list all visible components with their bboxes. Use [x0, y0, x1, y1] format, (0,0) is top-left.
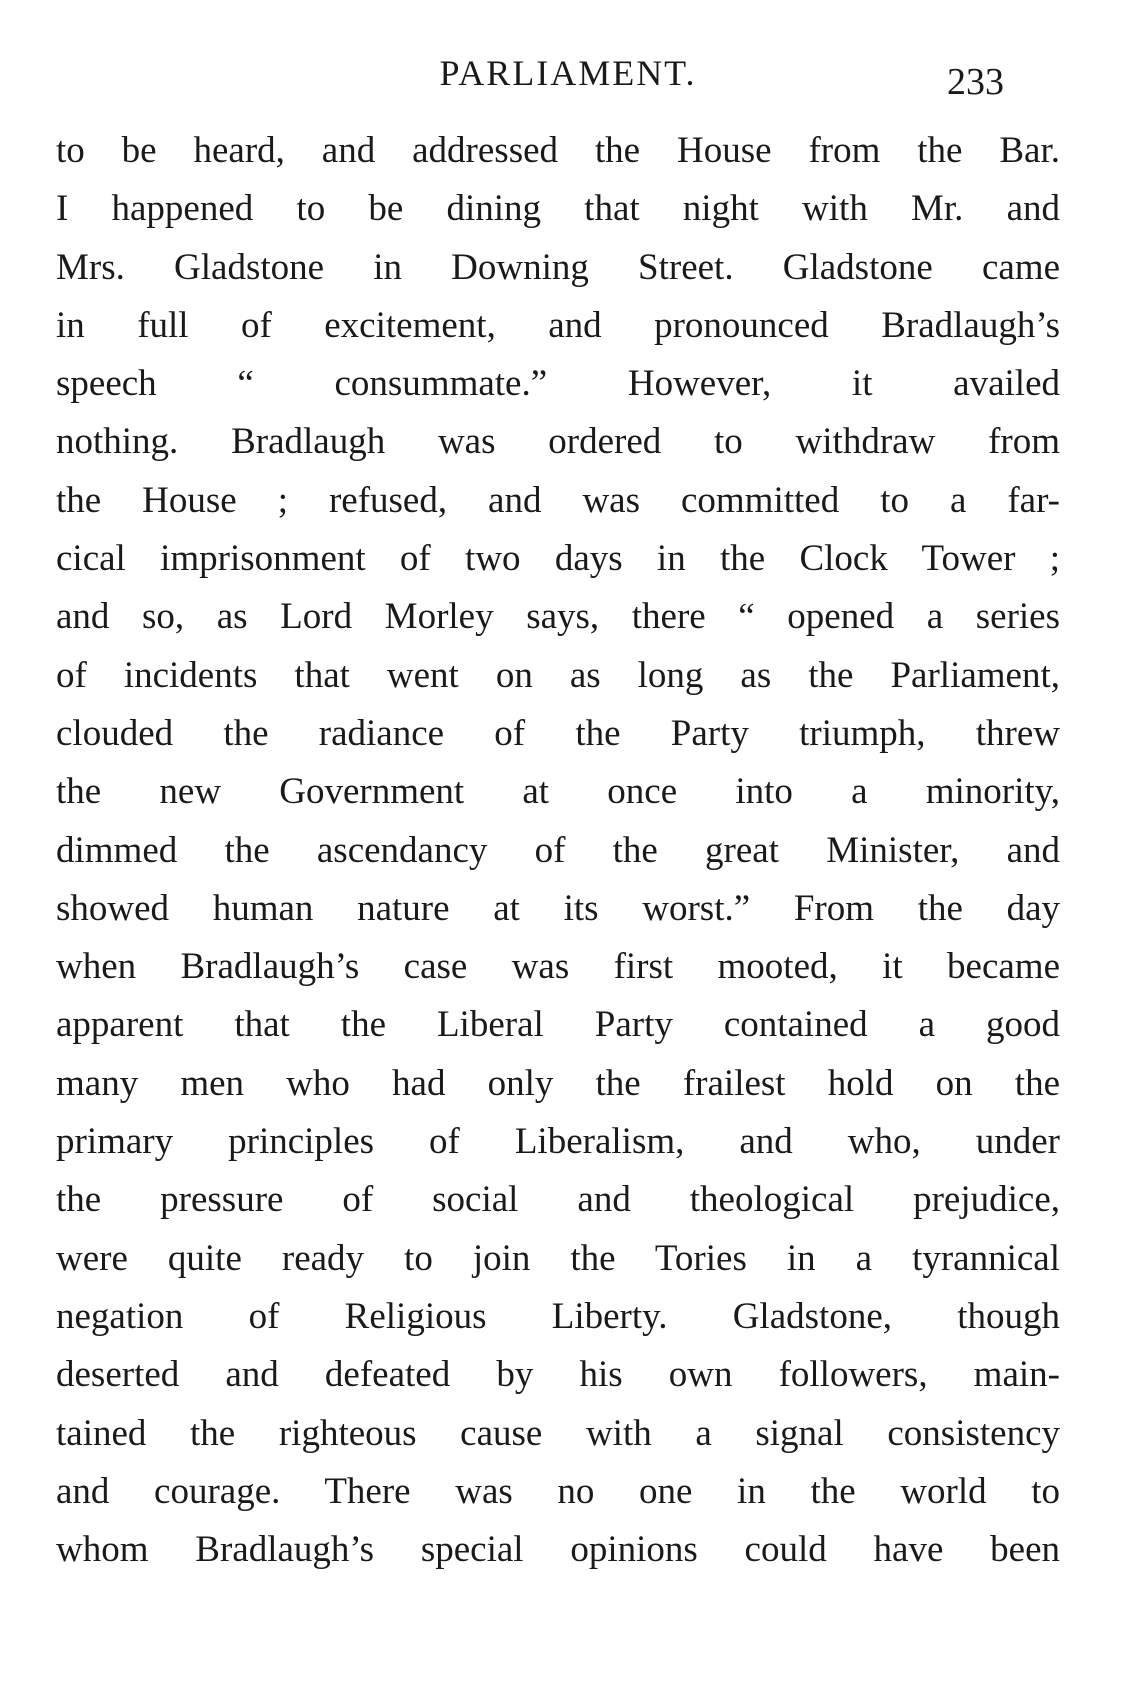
text-line: and so, as Lord Morley says, there “ opened a series: [56, 596, 1060, 638]
text-line: primary principles of Liberalism, and who, under: [56, 1121, 1060, 1163]
text-line: deserted and defeated by his own followers, main-: [56, 1354, 1060, 1396]
text-line: the pressure of social and theological prejudice,: [56, 1179, 1060, 1221]
running-head: [0, 48, 1136, 108]
text-line: speech “ consummate.” However, it availed: [56, 363, 1060, 405]
text-line: were quite ready to join the Tories in a tyrannical: [56, 1237, 1060, 1279]
text-line: apparent that the Liberal Party contained a good: [56, 1004, 1060, 1046]
running-title: PARLIAMENT.: [439, 53, 697, 93]
text-line: showed human nature at its worst.” From the day: [56, 887, 1060, 929]
text-line: the House ; refused, and was committed to a far-: [56, 479, 1060, 521]
text-line: whom Bradlaugh’s special opinions could have been: [56, 1529, 1060, 1571]
text-line: I happened to be dining that night with Mr. and: [56, 188, 1060, 230]
text-line: of incidents that went on as long as the Parliament,: [56, 654, 1060, 696]
text-line: negation of Religious Liberty. Gladstone, though: [56, 1295, 1060, 1337]
text-line: to be heard, and addressed the House from the Bar.: [56, 130, 1060, 171]
text-line: nothing. Bradlaugh was ordered to withdraw from: [56, 421, 1060, 463]
text-line: in full of excitement, and pronounced Bradlaugh’s: [56, 304, 1060, 346]
page-number: 233: [947, 61, 1004, 103]
text-line: the new Government at once into a minority,: [56, 771, 1060, 813]
body-text: [56, 122, 1060, 1579]
text-line: Mrs. Gladstone in Downing Street. Gladstone came: [56, 246, 1060, 288]
text-line: tained the righteous cause with a signal consistency: [56, 1412, 1060, 1454]
text-line: when Bradlaugh’s case was first mooted, it became: [56, 946, 1060, 988]
text-line: and courage. There was no one in the world to: [56, 1470, 1060, 1512]
text-line: many men who had only the frailest hold on the: [56, 1062, 1060, 1104]
text-line: clouded the radiance of the Party triumph, threw: [56, 712, 1060, 754]
text-line: cical imprisonment of two days in the Clock Tower ;: [56, 538, 1060, 580]
text-line: dimmed the ascendancy of the great Minister, and: [56, 829, 1060, 871]
